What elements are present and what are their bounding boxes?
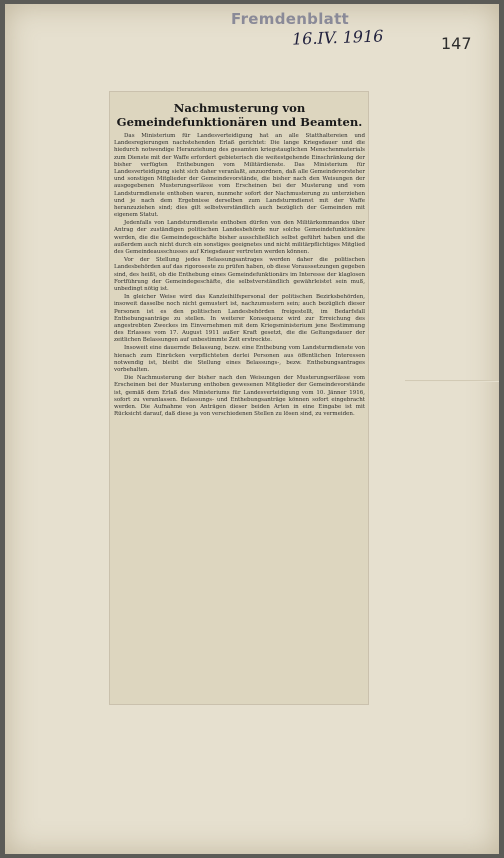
article-paragraph: In gleicher Weise wird das Kanzleihilfspersonal der politischen Bezirksbehörden, insoweit dasselbe noch nicht gemustert ist, nachzumustern sein; auch bezüglich dieser Personen ist es den politischen Landesbehörden freigestellt, im Bedarfsfall Enthebungsanträge zu stellen. In weiterer Konsequenz wird zur Erreichung des angestrebten Zweckes im Einvernehmen mit dem Kriegsministerium jene Bestimmung des Erlasses vom 17. August 1911 außer Kraft gesetzt, die die Geltungsdauer der zeitlichen Belassungen auf unbestimmte Zeit erstreckte. [114,294,365,344]
article-paragraph: Vor der Stellung jedes Belassungsantrages werden daher die politischen Landesbehörden auf das rigoroseste zu prüfen haben, ob diese Voraussetzungen gegeben sind, des heißt, ob die Enthebung eines Gemeindefunktionärs im Interesse der klaglosen Fortführung der Gemeindegeschäfte, die selbstverständlich gewährleistet sein muß, unbedingt nötig ist. [114,257,365,292]
page-number: 147 [441,34,472,53]
newspaper-clipping [110,92,368,704]
article-paragraph: Insoweit eine dauernde Belassung, bezw. eine Enthebung vom Landsturmdienste von hienach zum Einrücken verpflichteten derlei Personen aus öffentlichen Interessen notwendig ist, bleibt die Stellung eines Belassungs-, bezw. Enthebungsantrages vorbehalten. [114,345,365,373]
article-paragraph: Das Ministerium für Landesverteidigung hat an alle Statthaltereien und Landesregierungen nachstehenden Erlaß gerichtet: Die lange Kriegsdauer und die hiedurch notwendige Heranziehung des gesamten kriegstauglichen Menschenmaterials zum Dienste mit der Waffe erfordert gebieterisch die weitestgehende Einschränkung der bisher verfügten Enthebungen vom Militärdienste. Das Ministerium für Landesverteidigung sieht sich daher veranlaßt, anzuordnen, daß alle Gemeindevorsteher und sonstigen Mitglieder der Gemeindevorstände, die bisher nach den Weisungen der ausgegebenen Musterungserlässe vom Erscheinen bei der Musterung und vom Landsturmdienste enthoben waren, nunmehr sofort der Nachmusterung zu unterziehen und je nach dem Ergebnisse derselben zum Landsturmdienst mit der Waffe heranzuziehen sind; dies gilt selbstverständlich auch bezüglich der Gemeinden mit eigenem Statut. [114,133,365,219]
article-paragraph: Jedenfalls von Landsturmdienste enthoben dürfen von den Militärkommandos über Antrag der zuständigen politischen Landesbehörde nur solche Gemeindefunktionäre werden, die die Gemeindegeschäfte bisher ausschließlich selbst geführt haben und die außerdem auch nicht durch ein sonstiges geeignetes und nicht militärpflichtiges Mitglied des Gemeindeausschusses auf Kriegsdauer vertreten werden können. [114,220,365,255]
handwritten-date: 16.IV. 1916 [291,26,384,49]
article-paragraph: Die Nachmusterung der bisher nach den Weisungen der Musterungserlässe vom Erscheinen bei der Musterung enthoben gewesenen Mitglieder der Gemeindevorstände ist, gemäß dem Erlaß des Ministeriums für Landesverteidigung vom 10. Jänner 1916, sofort zu veranlassen. Belassungs- und Enthebungsanträge können sofort eingebracht werden. Die Aufnahme von Anträgen dieser beiden Arten in eine Eingabe ist mit Rücksicht darauf, daß diese ja von verschiedenen Stellen zu lösen sind, zu vermeiden. [114,375,365,418]
article-headline: Nachmusterung von Gemeindefunktionären und Beamten. [116,101,363,129]
newspaper-stamp: Fremdenblatt [231,10,350,28]
paper-fold [405,380,499,382]
